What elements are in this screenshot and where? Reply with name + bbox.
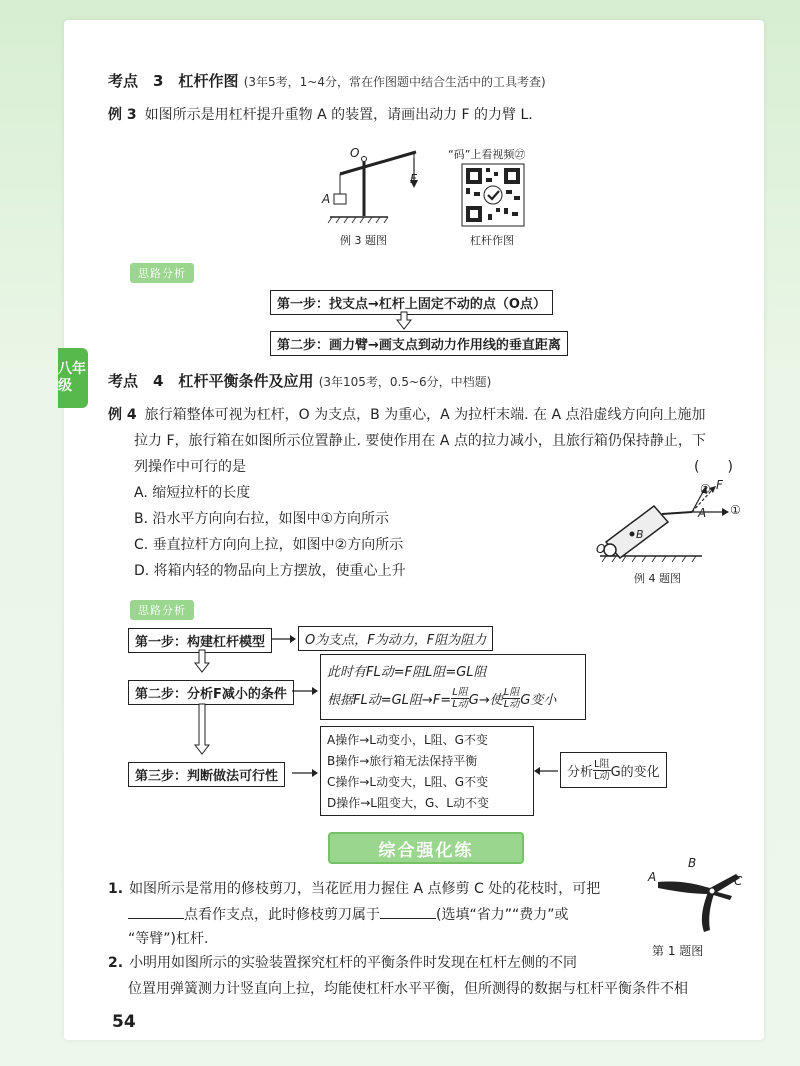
ex4-option-b: B. 沿水平方向向右拉，如图中①方向所示 xyxy=(134,511,390,527)
q1-label-b: B xyxy=(688,856,697,870)
q2-text-1: 小明用如图所示的实验装置探究杠杆的平衡条件时发现在杠杆左侧的不同 xyxy=(129,955,578,971)
flow-analysis-box xyxy=(560,752,667,788)
arrow-right-icon-2 xyxy=(292,686,318,696)
q2-number: 2. xyxy=(108,955,124,971)
ex4-ground-hatch xyxy=(602,556,696,562)
flow-fraction-1 xyxy=(451,687,469,710)
practice-banner: 综合强化练 xyxy=(328,832,524,864)
method-tag-2: 思路分析 xyxy=(130,600,194,620)
ex3-label-f: F xyxy=(410,172,417,186)
ex3-label-a: A xyxy=(322,192,331,206)
q1-blank-2[interactable] xyxy=(380,918,436,919)
q1-line-3: “等臂”)杠杆. xyxy=(128,931,209,947)
down-arrow-icon-3 xyxy=(194,704,210,756)
flow-step-3: 第三步：判断做法可行性 xyxy=(128,762,285,787)
flow-op-a: A操作→L动变小，L阻、G不变 xyxy=(327,733,488,747)
shears-pivot xyxy=(709,888,715,894)
ex3-lever-figure xyxy=(318,142,428,232)
kd3-note: (3年5考，1~4分，常在作图题中结合生活中的工具考查) xyxy=(243,75,546,89)
method-tag-1: 思路分析 xyxy=(130,263,194,283)
q1-text-2a: 点看作支点，此时修枝剪刀属于 xyxy=(184,907,380,923)
ex3-fig-caption: 例 3 题图 xyxy=(340,234,387,247)
down-arrow-icon-2 xyxy=(194,650,210,674)
frac-num-3: L阻 xyxy=(594,758,610,770)
frac-den-3: L动 xyxy=(594,770,610,782)
frac-num-1: L阻 xyxy=(452,687,468,698)
q1-label-a: A xyxy=(648,870,657,884)
ex4-line-2: 拉力 F，旅行箱在如图所示位置静止. 要使作用在 A 点的拉力减小，且旅行箱仍保持静止，下 xyxy=(134,433,706,449)
ex4-fig-caption: 例 4 题图 xyxy=(634,572,681,585)
qr-top-text: “码”上看视频㉗ xyxy=(448,148,526,161)
flow-op-d: D操作→L阻变大，G、L动不变 xyxy=(327,796,489,810)
ex4-suitcase-figure xyxy=(592,476,752,568)
flow-analysis-a: 分析 xyxy=(567,764,594,780)
ex4-cog xyxy=(630,532,635,537)
ex3-weight-box xyxy=(334,194,346,204)
ex4-option-a: A. 缩短拉杆的长度 xyxy=(134,485,251,501)
ex3-text: 如图所示是用杠杆提升重物 A 的装置，请画出动力 F 的力臂 L. xyxy=(144,107,533,123)
ex4-label-b: B xyxy=(636,528,644,541)
flow-formula-2a: 根据FL动=GL阻→F= xyxy=(327,693,452,708)
down-arrow-icon xyxy=(396,312,412,330)
q1-text-2b: (选填“省力”“费力”或 xyxy=(436,907,569,923)
flow-step-2: 第二步：分析F减小的条件 xyxy=(128,680,294,705)
pruning-shears-figure xyxy=(650,860,750,936)
ex3-question xyxy=(108,104,533,124)
ex4-wheel xyxy=(604,544,616,556)
flow-step-2-formula-2 xyxy=(327,687,556,710)
q1-label-c: C xyxy=(734,874,743,888)
ex4-number: 例 4 xyxy=(108,407,137,423)
flow-op-c: C操作→L动变大，L阻、G不变 xyxy=(327,775,489,789)
shears-handle-lower xyxy=(702,892,714,932)
flow-ops-box xyxy=(320,726,534,816)
ex4-answer-paren: ( ) xyxy=(694,459,733,475)
q1-line-1 xyxy=(108,878,600,898)
q2-line-2: 位置用弹簧测力计竖直向上拉，均能使杠杆水平平衡，但所测得的数据与杠杆平衡条件不相 xyxy=(128,981,688,997)
ex4-text-1: 旅行箱整体可视为杠杆，O 为支点，B 为重心，A 为拉杆末端. 在 A 点沿虚线方向向上施加 xyxy=(144,407,706,423)
ex3-step-2: 第二步：画力臂→画支点到动力作用线的垂直距离 xyxy=(270,331,568,356)
q1-fig-caption: 第 1 题图 xyxy=(652,944,704,958)
kd3-title: 考点 3 杠杆作图 xyxy=(108,72,239,90)
frac-den-1: L动 xyxy=(452,699,468,710)
flow-step-2-formula-1: 此时有FL动=F阻L阻=GL阻 xyxy=(327,665,487,680)
q2-line-1 xyxy=(108,952,577,972)
kd4-heading xyxy=(108,370,491,391)
ex4-label-2: ② xyxy=(700,482,711,496)
flow-op-b: B操作→旅行箱无法保持平衡 xyxy=(327,754,478,768)
kd4-title: 考点 4 杠杆平衡条件及应用 xyxy=(108,372,314,390)
ex4-label-1: ① xyxy=(730,503,741,517)
ex4-option-c: C. 垂直拉杆方向向上拉，如图中②方向所示 xyxy=(134,537,404,553)
ex4-option-d: D. 将箱内轻的物品向上方摆放，使重心上升 xyxy=(134,563,406,579)
page-number: 54 xyxy=(112,1012,136,1032)
arrow-left-icon xyxy=(534,766,558,776)
arrow-right-icon xyxy=(272,634,296,644)
qr-code-icon[interactable] xyxy=(462,164,524,226)
flow-step-1-result: O为支点，F为动力，F阻为阻力 xyxy=(298,626,493,651)
q1-line-2 xyxy=(128,904,568,924)
flow-step-1: 第一步：构建杠杆模型 xyxy=(128,628,272,653)
flow-analysis-b: G的变化 xyxy=(610,764,660,780)
q1-number: 1. xyxy=(108,881,124,897)
ex4-label-o: O xyxy=(596,542,606,556)
ex3-pivot xyxy=(362,157,367,162)
grade-side-tab: 八年级 xyxy=(58,348,88,408)
ex3-ground-hatch xyxy=(328,217,388,223)
ex4-line-1 xyxy=(108,404,706,424)
flow-fraction-2 xyxy=(503,687,521,710)
frac-den-2: L动 xyxy=(503,699,520,710)
flow-formula-2c: G变小 xyxy=(520,693,557,708)
qr-caption: 杠杆作图 xyxy=(470,234,514,247)
flow-formula-2b: G→使 xyxy=(468,693,503,708)
ex3-step-1: 第一步：找支点→杠杆上固定不动的点（O点） xyxy=(270,290,553,315)
ex3-number: 例 3 xyxy=(108,107,137,123)
kd4-note: (3年105考，0.5~6分，中档题) xyxy=(318,375,492,389)
ex4-label-f: F xyxy=(716,478,723,492)
ex3-label-o: O xyxy=(350,146,360,160)
q1-text-1: 如图所示是常用的修枝剪刀，当花匠用力握住 A 点修剪 C 处的花枝时，可把 xyxy=(129,881,601,897)
flow-step-2-result-box xyxy=(320,654,586,720)
q1-blank-1[interactable] xyxy=(128,918,184,919)
kd3-heading xyxy=(108,70,546,91)
ex4-line-3: 列操作中可行的是 xyxy=(134,459,246,475)
ex4-label-a: A xyxy=(698,506,707,520)
ex4-handle xyxy=(662,512,692,514)
flow-fraction-3 xyxy=(593,759,611,782)
arrow-right-icon-3 xyxy=(292,768,318,778)
shears-handle-left xyxy=(658,881,710,894)
frac-num-2: L阻 xyxy=(503,687,520,698)
